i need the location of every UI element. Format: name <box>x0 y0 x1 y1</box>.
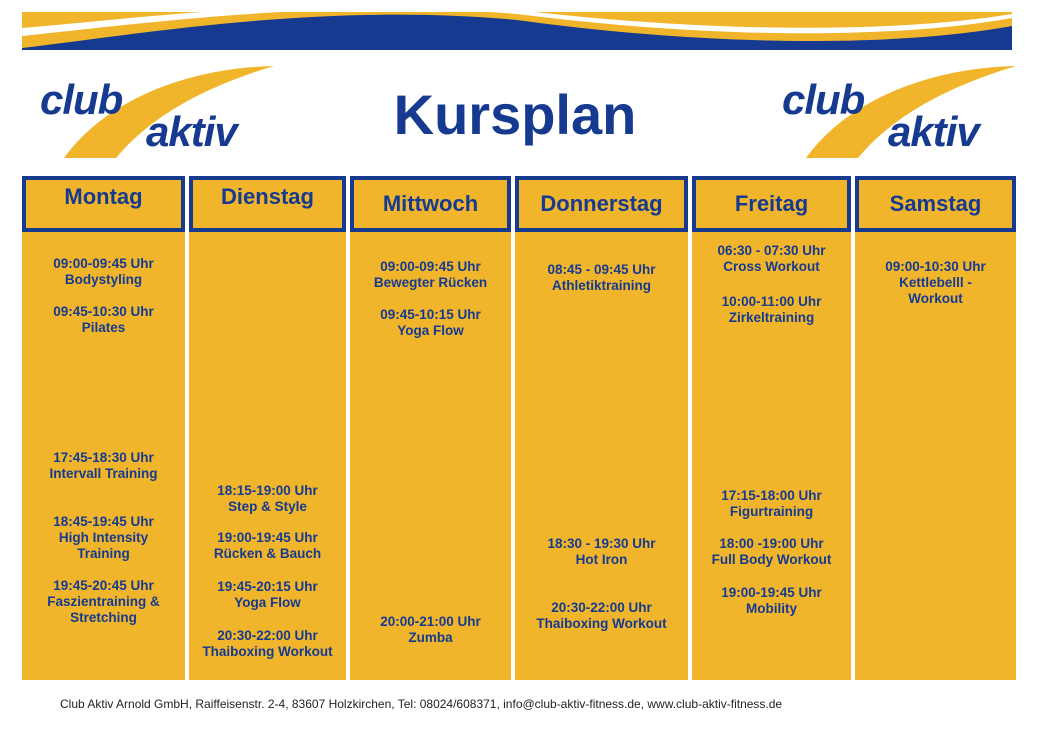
session-course: Thaiboxing Workout <box>202 644 333 659</box>
session-time: 06:30 - 07:30 Uhr <box>717 243 826 258</box>
session <box>22 304 185 336</box>
session-course: Zumba <box>408 630 453 645</box>
day-column-donnerstag <box>515 176 688 680</box>
day-column-dienstag <box>189 176 346 680</box>
session-course: Yoga Flow <box>234 595 301 610</box>
day-header <box>22 176 185 232</box>
session-time: 09:45-10:30 Uhr <box>53 304 154 319</box>
session-course: Figurtraining <box>729 504 814 519</box>
session-time: 20:00-21:00 Uhr <box>380 614 481 629</box>
session-time: 20:30-22:00 Uhr <box>217 628 318 643</box>
session <box>350 614 511 646</box>
session-time: 18:15-19:00 Uhr <box>217 483 318 498</box>
session-course: Pilates <box>81 320 126 335</box>
session <box>22 256 185 288</box>
session <box>515 600 688 632</box>
session-course: Intervall Training <box>49 466 158 481</box>
schedule-table <box>22 176 1016 680</box>
day-header-label: Samstag <box>859 180 1012 228</box>
session-course: Bodystyling <box>64 272 143 287</box>
page-title: Kursplan <box>393 83 637 146</box>
day-header <box>855 176 1016 232</box>
logo-aktiv-text: aktiv <box>146 108 237 155</box>
day-header-label: Mittwoch <box>354 180 507 228</box>
session <box>855 259 1016 307</box>
session <box>692 488 851 520</box>
session <box>515 536 688 568</box>
session-time: 09:00-10:30 Uhr <box>885 259 986 274</box>
session-course: Thaiboxing Workout <box>536 616 667 631</box>
session-time: 17:45-18:30 Uhr <box>53 450 154 465</box>
session <box>350 307 511 339</box>
day-header-label: Montag <box>26 180 181 228</box>
top-wave-banner <box>22 12 1012 50</box>
session-course: Bewegter Rücken <box>373 275 488 290</box>
footer-contact: Club Aktiv Arnold GmbH, Raiffeisenstr. 2-4, 83607 Holzkirchen, Tel: 08024/608371, info@club-aktiv-fitness.de, www.club-aktiv-fitness.de <box>60 697 783 711</box>
session-course: Kettlebelll - Workout <box>899 275 972 306</box>
session <box>189 483 346 515</box>
session <box>22 450 185 482</box>
session <box>515 262 688 294</box>
day-column-mittwoch <box>350 176 511 680</box>
session-time: 18:45-19:45 Uhr <box>53 514 154 529</box>
session <box>692 294 851 326</box>
day-header <box>515 176 688 232</box>
session-course: Yoga Flow <box>397 323 464 338</box>
day-header <box>692 176 851 232</box>
session-time: 19:00-19:45 Uhr <box>721 585 822 600</box>
session-time: 09:00-09:45 Uhr <box>53 256 154 271</box>
session-time: 20:30-22:00 Uhr <box>551 600 652 615</box>
day-column-samstag <box>855 176 1016 680</box>
day-header-label: Freitag <box>696 180 847 228</box>
session-course: Cross Workout <box>723 259 820 274</box>
day-header-label: Dienstag <box>193 180 342 228</box>
session-time: 08:45 - 09:45 Uhr <box>547 262 656 277</box>
session-time: 09:00-09:45 Uhr <box>380 259 481 274</box>
day-column-montag <box>22 176 185 680</box>
session <box>692 243 851 275</box>
logo-club-text: club <box>782 76 865 123</box>
session-course: Zirkeltraining <box>728 310 815 325</box>
session-course: Mobility <box>746 601 797 616</box>
club-aktiv-logo-right <box>776 62 1016 162</box>
session <box>692 536 851 568</box>
session-course: Hot Iron <box>575 552 628 567</box>
session-time: 09:45-10:15 Uhr <box>380 307 481 322</box>
session-time: 19:45-20:45 Uhr <box>53 578 154 593</box>
session <box>692 585 851 617</box>
session <box>189 628 346 660</box>
session-time: 10:00-11:00 Uhr <box>721 294 822 309</box>
session-time: 19:45-20:15 Uhr <box>217 579 318 594</box>
session-time: 18:30 - 19:30 Uhr <box>547 536 656 551</box>
session-course: Full Body Workout <box>711 552 832 567</box>
logo-aktiv-text: aktiv <box>888 108 979 155</box>
session <box>189 530 346 562</box>
session <box>189 579 346 611</box>
session <box>22 578 185 626</box>
session <box>22 514 185 562</box>
day-header <box>350 176 511 232</box>
session-time: 17:15-18:00 Uhr <box>721 488 822 503</box>
session-course: High Intensity Training <box>58 530 149 561</box>
session-course: Faszientraining & Stretching <box>47 594 160 625</box>
session-course: Athletiktraining <box>551 278 651 293</box>
club-aktiv-logo-left <box>34 62 274 162</box>
session-time: 18:00 -19:00 Uhr <box>719 536 824 551</box>
session-time: 19:00-19:45 Uhr <box>217 530 318 545</box>
session-course: Rücken & Bauch <box>213 546 322 561</box>
session <box>350 259 511 291</box>
logo-club-text: club <box>40 76 123 123</box>
session-course: Step & Style <box>228 499 307 514</box>
day-header <box>189 176 346 232</box>
day-column-freitag <box>692 176 851 680</box>
day-header-label: Donnerstag <box>519 180 684 228</box>
